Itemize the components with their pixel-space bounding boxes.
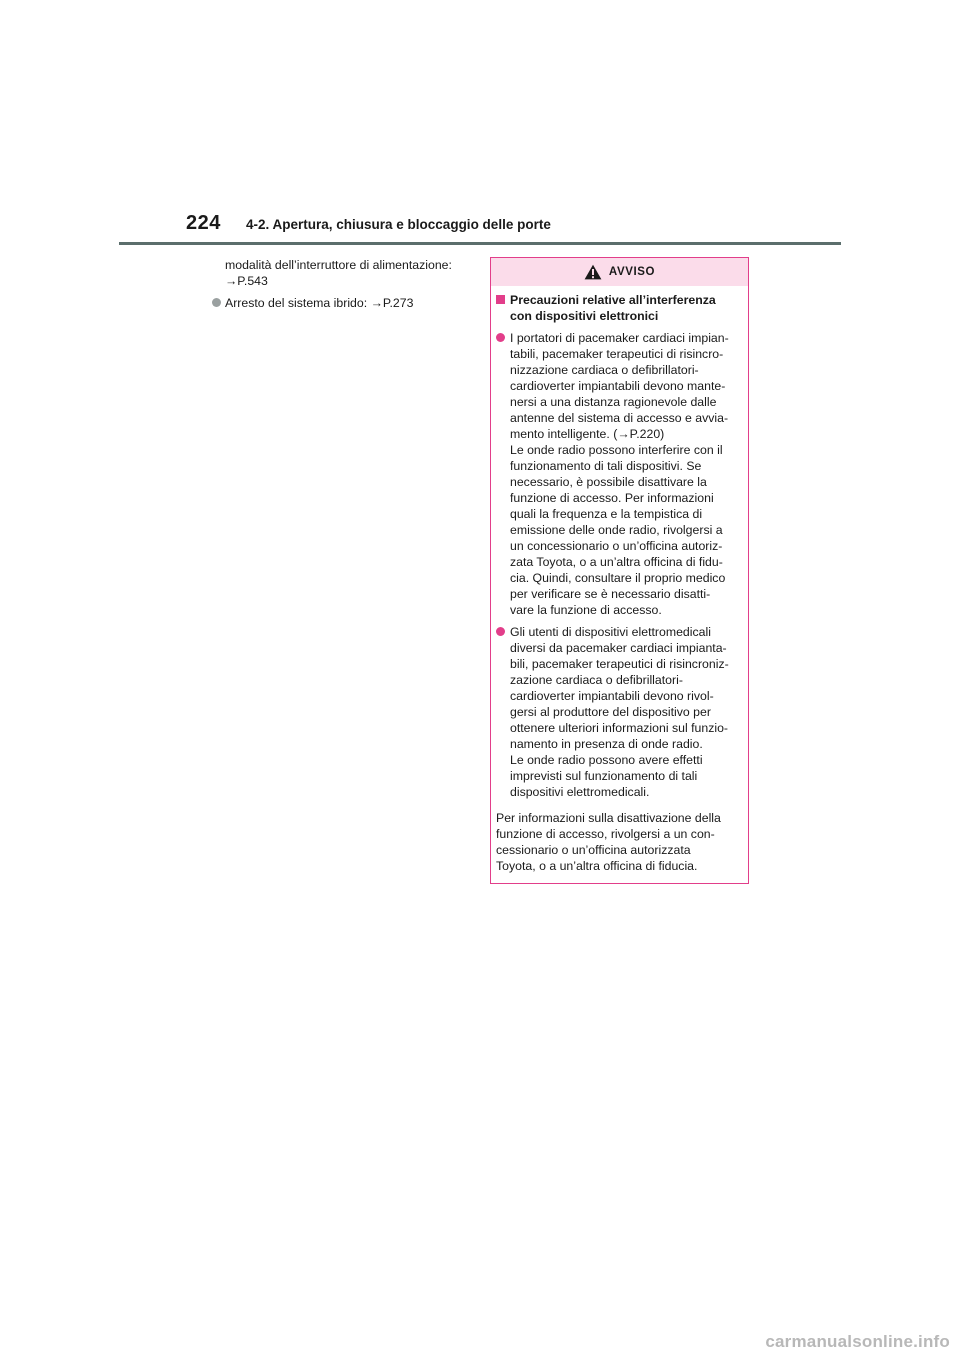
text-line: Le onde radio possono interferire con il [510, 443, 723, 457]
text-line: Toyota, o a un’altra officina di fiducia. [496, 859, 698, 873]
section-title: 4-2. Apertura, chiusura e bloccaggio delle porte [246, 217, 551, 232]
text-line: cardioverter impiantabili devono rivol- [510, 689, 714, 703]
heading-line: Precauzioni relative all’interferenza [510, 293, 716, 307]
text-line: per verificare se è necessario disatti- [510, 587, 711, 601]
text-line: cia. Quindi, consultare il proprio medico [510, 571, 726, 585]
text-line: quali la frequenza e la tempistica di [510, 507, 703, 521]
page-reference: →P.543 [225, 274, 268, 288]
bullet-icon [496, 333, 505, 342]
text-line: Le onde radio possono avere effetti [510, 753, 703, 767]
watermark: carmanualsonline.info [765, 1332, 950, 1351]
text-line: bili, pacemaker terapeutici di risincroniz- [510, 657, 729, 671]
text-line: Gli utenti di dispositivi elettromedicali [510, 625, 711, 639]
list-item [496, 624, 742, 800]
text-line: zata Toyota, o a un’altra officina di fidu- [510, 555, 723, 569]
text-line: tabili, pacemaker terapeutici di risincro- [510, 347, 724, 361]
text-line: vare la funzione di accesso. [510, 603, 662, 617]
text-line: necessario, è possibile disattivare la [510, 475, 707, 489]
text-line: cardioverter impiantabili devono mante- [510, 379, 726, 393]
text-line: funzione di accesso. Per informazioni [510, 491, 714, 505]
text-line: gersi al produttore del dispositivo per [510, 705, 711, 719]
warning-box [490, 257, 749, 884]
text-line: mento intelligente. (→P.220) [510, 427, 665, 441]
bullet-text: Arresto del sistema ibrido: →P.273 [225, 296, 414, 310]
text-line: nizzazione cardiaca o defibrillatori- [510, 363, 699, 377]
square-bullet-icon [496, 295, 505, 304]
header-divider [119, 242, 841, 245]
text-line: zazione cardiaca o defibrillatori- [510, 673, 683, 687]
text-line: funzionamento di tali dispositivi. Se [510, 459, 702, 473]
text-line: un concessionario o un’officina autoriz- [510, 539, 723, 553]
list-item [496, 330, 742, 618]
bullet-icon [496, 627, 505, 636]
warning-label: AVVISO [608, 266, 656, 278]
warning-footer-paragraph [496, 810, 742, 874]
text-line: dispositivi elettromedicali. [510, 785, 650, 799]
left-column [212, 257, 474, 311]
list-item [212, 295, 474, 311]
bullet-icon [212, 298, 221, 307]
text-line: ottenere ulteriori informazioni sul funzio- [510, 721, 729, 735]
text-line: cessionario o un’officina autorizzata [496, 843, 691, 857]
text-line: nersi a una distanza ragionevole dalle [510, 395, 717, 409]
warning-triangle-icon [584, 264, 602, 280]
heading-line: con dispositivi elettronici [510, 309, 659, 323]
text-line: modalità dell’interruttore di alimentazione: [225, 258, 452, 272]
warning-header [491, 258, 748, 286]
paragraph [510, 330, 729, 618]
text-line: namento in presenza di onde radio. [510, 737, 703, 751]
continuation-text [225, 257, 474, 289]
warning-heading [496, 292, 742, 324]
text-line: Per informazioni sulla disattivazione della [496, 811, 721, 825]
paragraph [510, 624, 729, 800]
warning-body [491, 286, 748, 874]
text-line: imprevisti sul funzionamento di tali [510, 769, 698, 783]
text-line: antenne del sistema di accesso e avvia- [510, 411, 729, 425]
text-line: I portatori di pacemaker cardiaci impian- [510, 331, 729, 345]
page-number: 224 [186, 212, 221, 234]
text-line: emissione delle onde radio, rivolgersi a [510, 523, 723, 537]
text-line: diversi da pacemaker cardiaci impianta- [510, 641, 727, 655]
text-line: funzione di accesso, rivolgersi a un con- [496, 827, 715, 841]
